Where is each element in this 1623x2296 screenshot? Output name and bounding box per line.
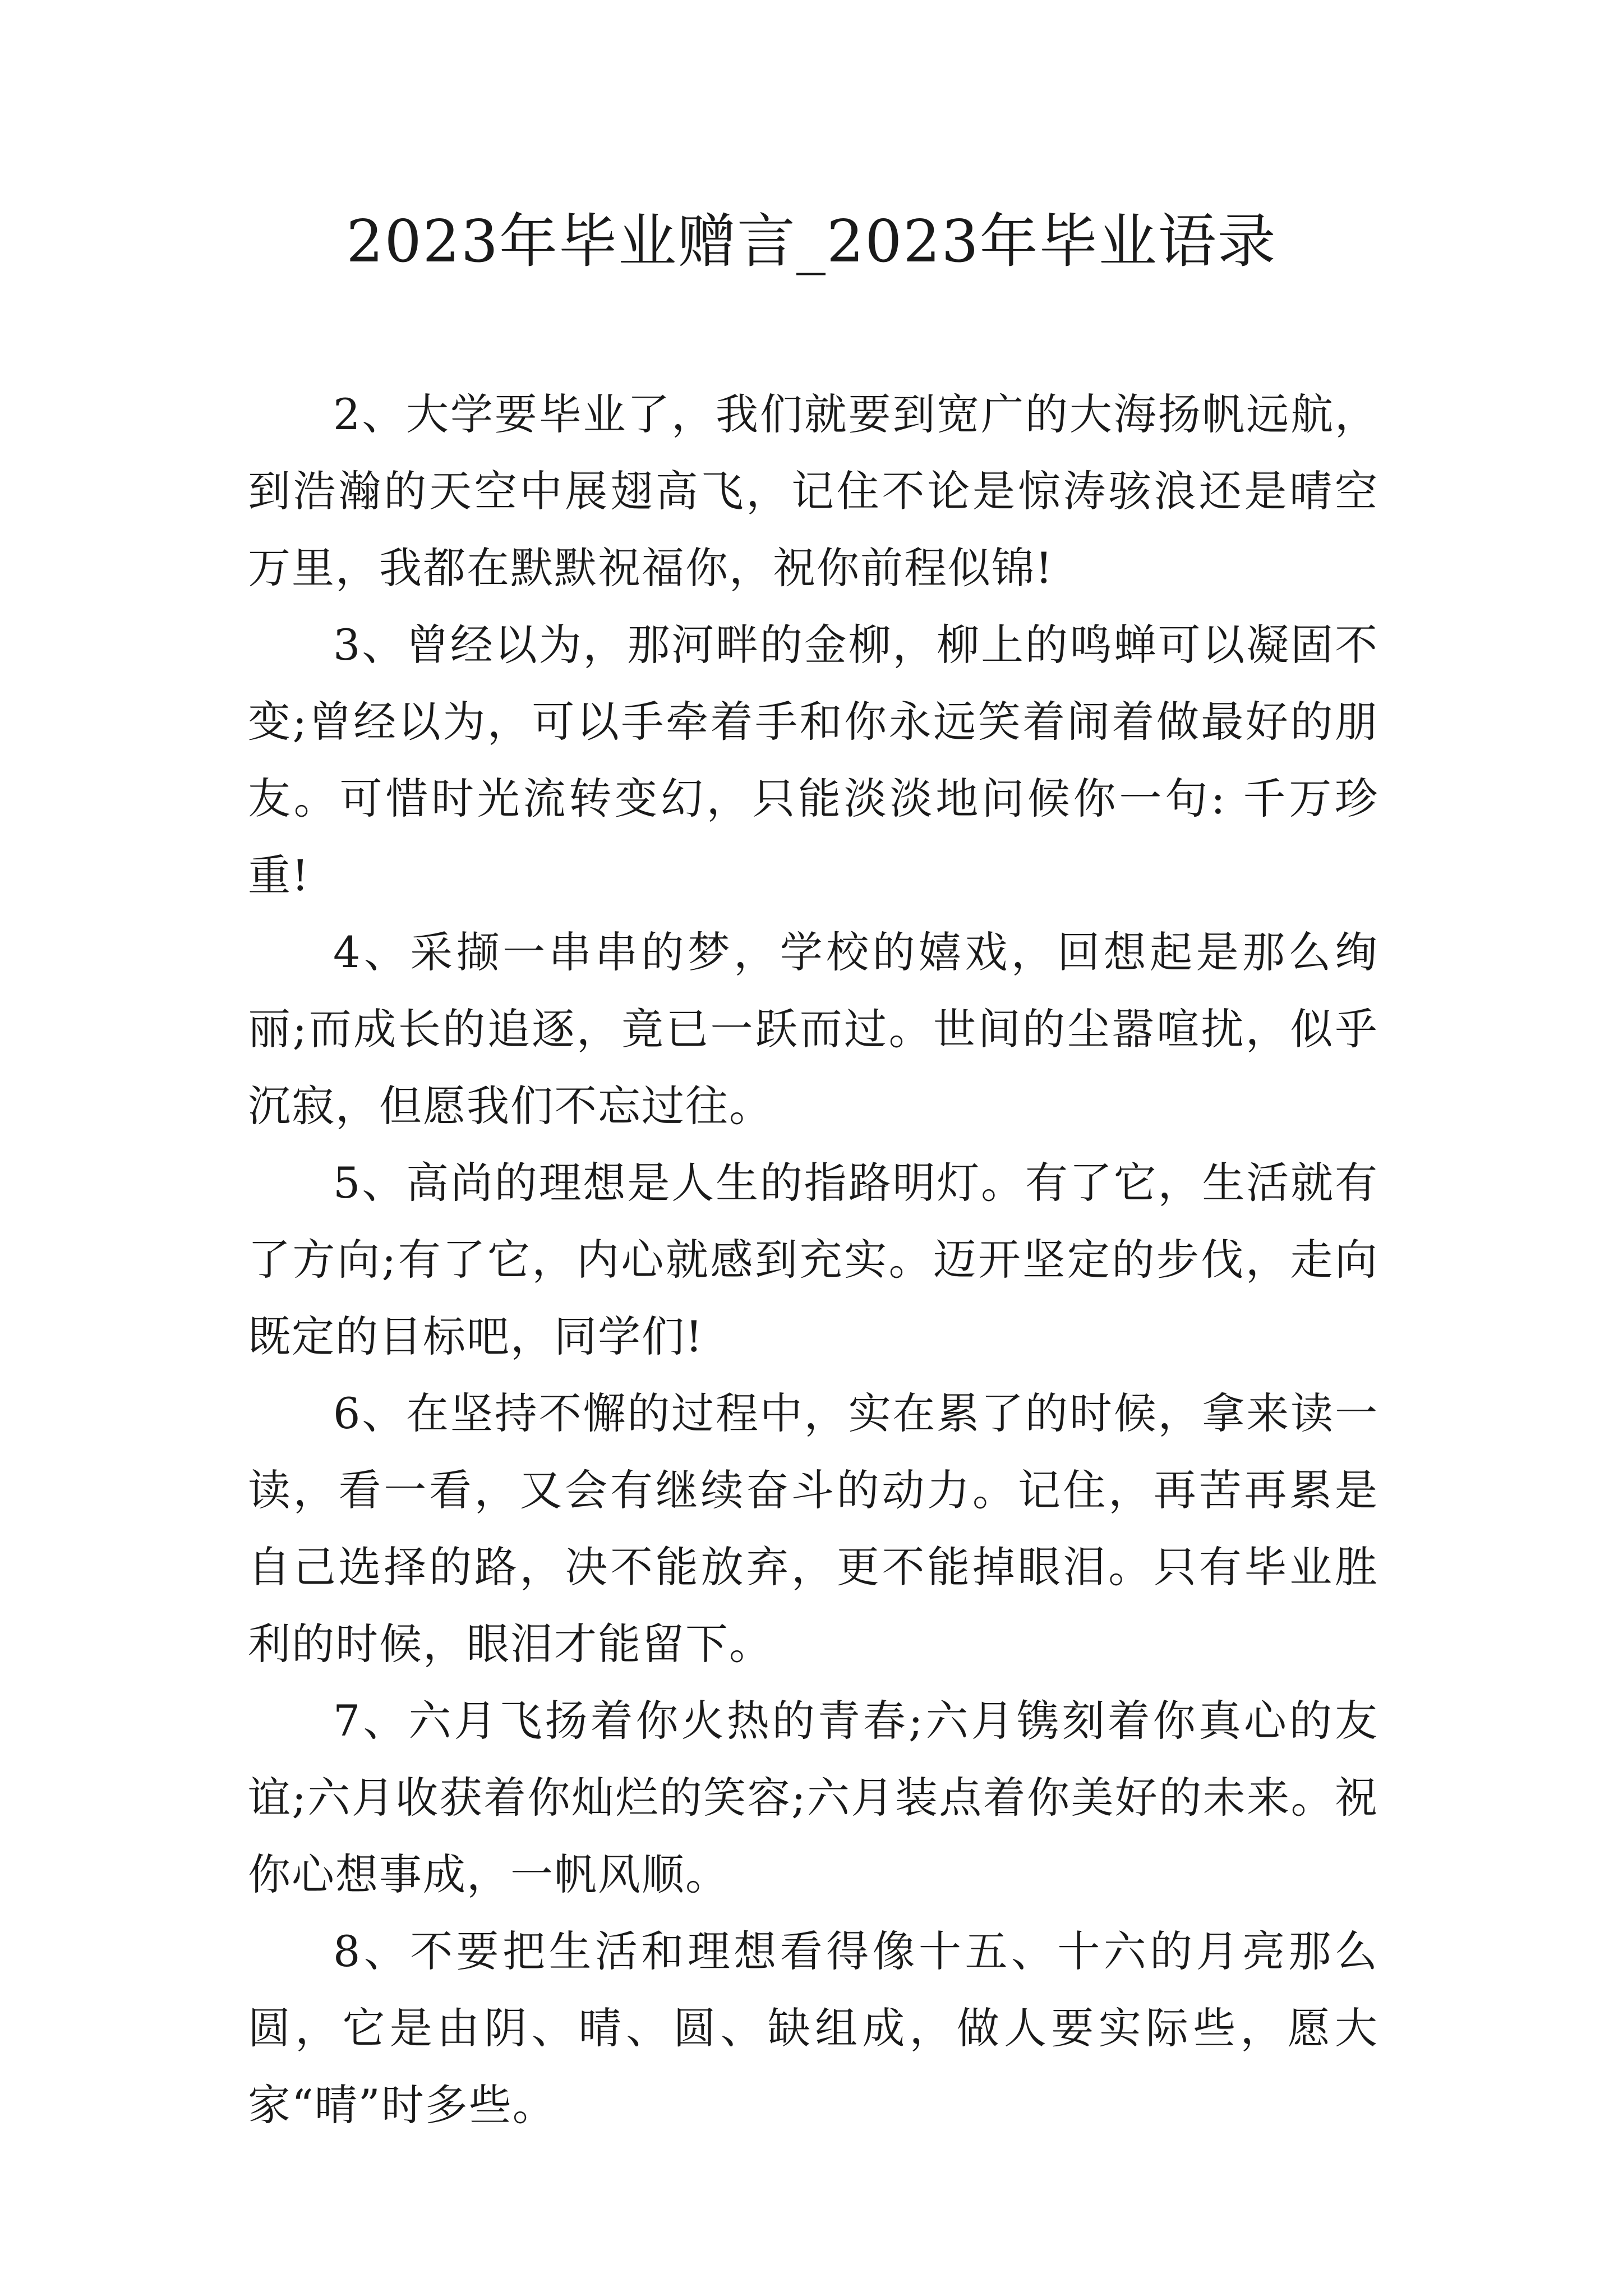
paragraph: 6、在坚持不懈的过程中，实在累了的时候，拿来读一读，看一看，又会有继续奋斗的动力。记住，再苦再累是自己选择的路，决不能放弃，更不能掉眼泪。只有毕业胜利的时候，眼泪才能留下。	[248, 1388, 1378, 1669]
document-title: 2023年毕业赠言_2023年毕业语录	[346, 207, 1277, 275]
document-body	[248, 376, 1378, 2143]
paragraph: 3、曾经以为，那河畔的金柳，柳上的鸣蝉可以凝固不变;曾经以为，可以手牵着手和你永远笑着闹着做最好的朋友。可惜时光流转变幻，只能淡淡地问候你一句: 千万珍重!	[248, 620, 1378, 900]
paragraph: 5、高尚的理想是人生的指路明灯。有了它，生活就有了方向;有了它，内心就感到充实。迈开坚定的步伐，走向既定的目标吧，同学们!	[248, 1158, 1378, 1361]
paragraph: 2、大学要毕业了，我们就要到宽广的大海扬帆远航，到浩瀚的天空中展翅高飞，记住不论是惊涛骇浪还是晴空万里，我都在默默祝福你，祝你前程似锦!	[248, 389, 1378, 593]
paragraph: 4、采撷一串串的梦，学校的嬉戏，回想起是那么绚丽;而成长的追逐，竟已一跃而过。世间的尘嚣喧扰，似乎沉寂，但愿我们不忘过往。	[248, 927, 1378, 1131]
paragraph: 7、六月飞扬着你火热的青春;六月镌刻着你真心的友谊;六月收获着你灿烂的笑容;六月装点着你美好的未来。祝你心想事成，一帆风顺。	[248, 1696, 1378, 1899]
paragraph: 8、不要把生活和理想看得像十五、十六的月亮那么圆，它是由阴、晴、圆、缺组成，做人要实际些，愿大家“晴”时多些。	[248, 1926, 1378, 2130]
